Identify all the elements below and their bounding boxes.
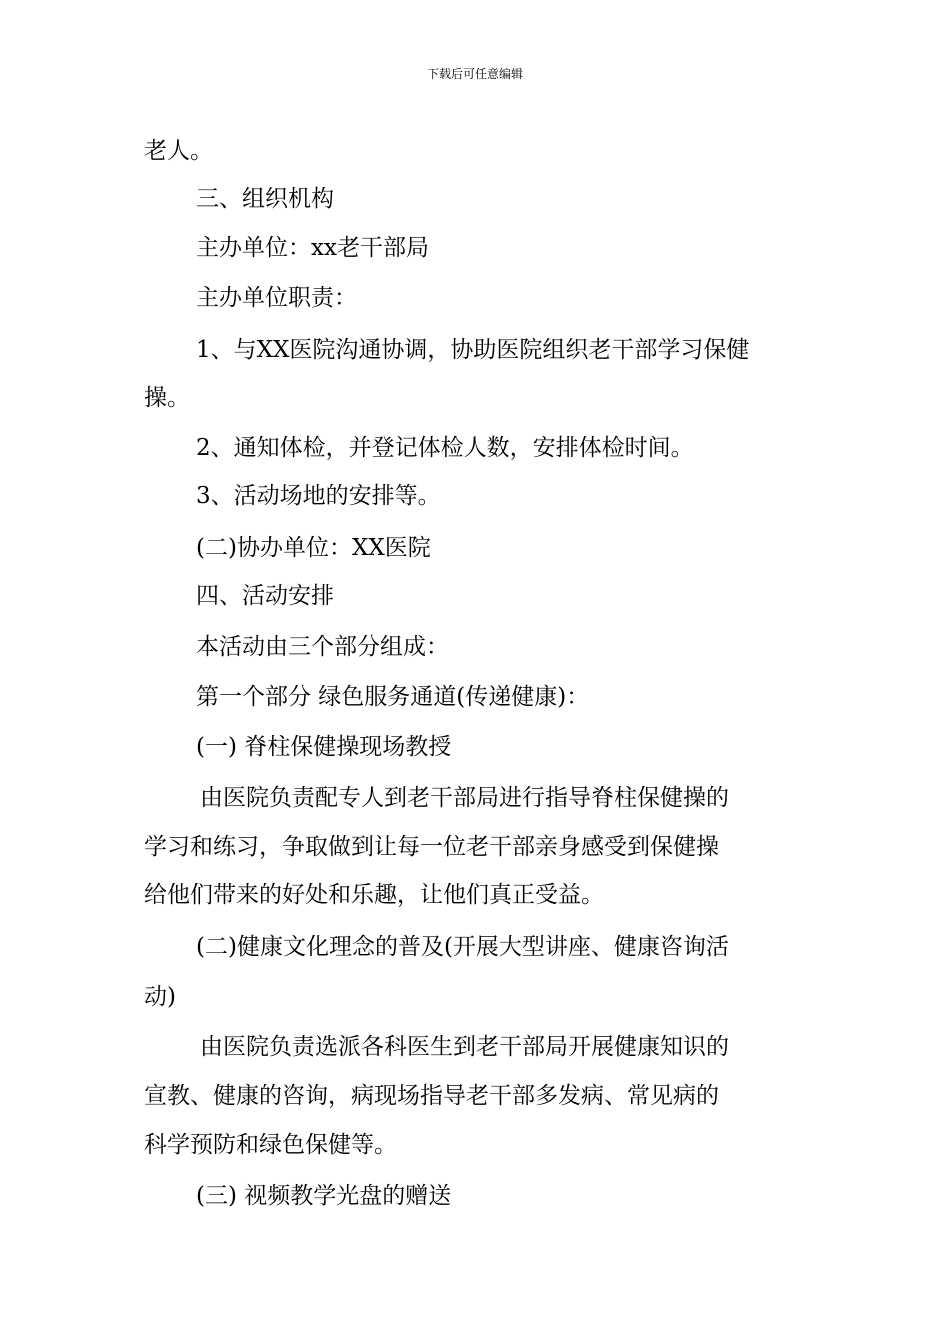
subsection-heading: (一) 脊柱保健操现场教授: [196, 734, 452, 760]
subsection-heading: (三) 视频教学光盘的赠送: [196, 1183, 452, 1209]
text-line: 主办单位：xx老干部局: [196, 235, 429, 261]
section-heading: 四、活动安排: [196, 583, 334, 609]
paragraph-line: 由医院负责选派各科医生到老干部局开展健康知识的: [200, 1034, 729, 1060]
text-line: (二)协办单位：XX医院: [196, 535, 431, 561]
text-line: 操。: [144, 385, 190, 411]
text-line: 老人。: [144, 138, 213, 164]
text-line: 主办单位职责：: [196, 285, 357, 311]
list-item: 3、活动场地的安排等。: [196, 483, 441, 509]
list-item: 2、通知体检，并登记体检人数，安排体检时间。: [196, 435, 694, 461]
text-line: 本活动由三个部分组成：: [196, 634, 449, 660]
page-header-note: 下载后可任意编辑: [426, 67, 523, 81]
text-line: 动): [144, 984, 176, 1010]
section-heading: 三、组织机构: [196, 186, 334, 212]
paragraph-line: 宣教、健康的咨询，病现场指导老干部多发病、常见病的: [144, 1083, 719, 1109]
paragraph-line: 学习和练习，争取做到让每一位老干部亲身感受到保健操: [144, 834, 719, 860]
paragraph-line: 科学预防和绿色保健等。: [144, 1132, 397, 1158]
list-item: 1、与XX医院沟通协调，协助医院组织老干部学习保健: [196, 337, 750, 363]
paragraph-line: 由医院负责配专人到老干部局进行指导脊柱保健操的: [200, 785, 729, 811]
paragraph-line: 给他们带来的好处和乐趣，让他们真正受益。: [144, 882, 604, 908]
subsection-heading: 第一个部分 绿色服务通道(传递健康)：: [196, 684, 590, 710]
subsection-heading: (二)健康文化理念的普及(开展大型讲座、健康咨询活: [196, 934, 729, 960]
